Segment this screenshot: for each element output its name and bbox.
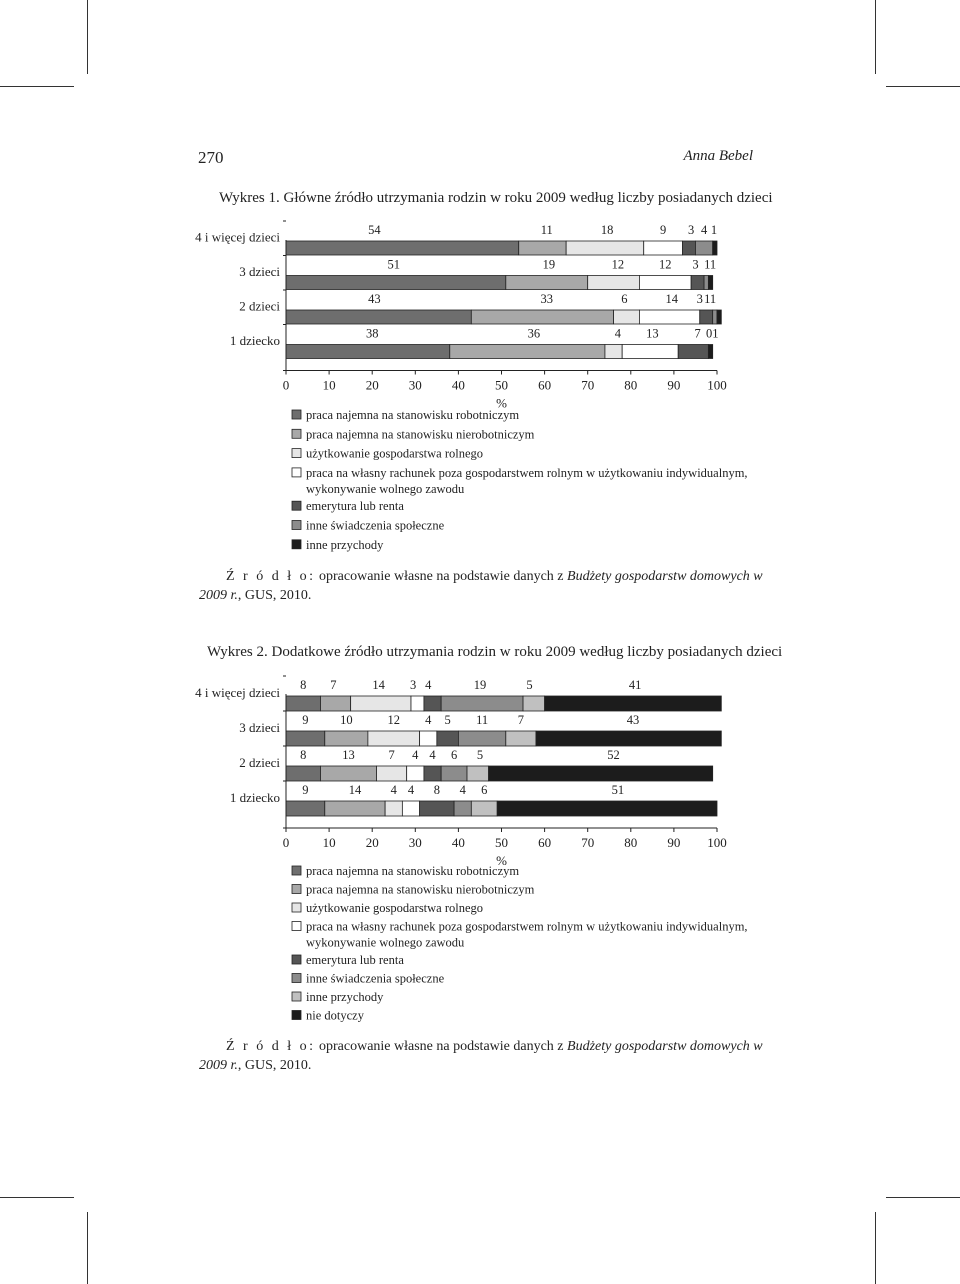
x-tick-label: 50 xyxy=(495,377,508,393)
bar-segment xyxy=(286,241,519,255)
category-label: 2 dzieci xyxy=(239,298,280,314)
x-tick-label: 90 xyxy=(667,377,681,393)
legend-label-line: praca na własny rachunek poza gospodarstwem rolnym w użytkowaniu indywidualnym, xyxy=(306,465,748,480)
legend-label: inne przychody xyxy=(306,990,384,1004)
data-label: 5 xyxy=(526,678,533,692)
data-label: 11 xyxy=(704,292,717,306)
bar-segment xyxy=(325,731,368,746)
source-title: Budżety gospodarstw domowych w 2009 r. xyxy=(199,1039,763,1073)
x-tick-label: 30 xyxy=(408,835,422,850)
bar-segment xyxy=(420,731,437,746)
bar-segment xyxy=(286,766,320,781)
data-label: 18 xyxy=(600,223,614,237)
x-tick-label: 0 xyxy=(282,377,290,393)
bar-segment xyxy=(683,241,696,255)
x-tick-label: 80 xyxy=(624,377,638,393)
bar-segment xyxy=(622,345,678,359)
chart2 xyxy=(0,664,960,1044)
data-label: 4 xyxy=(407,783,415,797)
category-label: 3 dzieci xyxy=(239,719,280,735)
data-label: 36 xyxy=(527,326,541,341)
bar-segment xyxy=(454,801,471,816)
chart1-source xyxy=(199,567,787,605)
data-label: 8 xyxy=(300,748,307,762)
legend-label xyxy=(306,466,748,496)
crop-mark xyxy=(875,0,876,74)
chart2-title: Wykres 2. Dodatkowe źródło utrzymania rodzin w roku 2009 według liczby posiadanych dzieci xyxy=(207,644,783,660)
data-label: 7 xyxy=(330,678,337,692)
bar-segment xyxy=(286,696,320,711)
legend-label: praca najemna na stanowisku nierobotniczym xyxy=(306,427,535,442)
data-label: 4 xyxy=(429,748,436,762)
crop-mark xyxy=(87,0,88,74)
legend-label-line: praca na własny rachunek poza gospodarstwem rolnym w użytkowaniu indywidualnym, xyxy=(306,919,748,934)
data-label: 13 xyxy=(342,748,355,762)
legend-swatch xyxy=(292,501,301,510)
data-label: 54 xyxy=(368,223,381,237)
bar-segment xyxy=(351,696,411,711)
bar-segment xyxy=(320,766,376,781)
legend-label: emerytura lub renta xyxy=(306,499,404,514)
bar-segment xyxy=(441,696,523,711)
legend-swatch xyxy=(292,922,301,931)
source-title: Budżety gospodarstw domowych w 2009 r. xyxy=(199,569,763,603)
bar-segment xyxy=(368,731,420,746)
crop-mark xyxy=(0,86,74,87)
page-number: 270 xyxy=(198,148,224,167)
data-label: 11 xyxy=(476,713,489,727)
bar-segment xyxy=(325,801,385,816)
source-prefix: Ź r ó d ł o: xyxy=(226,569,316,584)
bar-segment xyxy=(639,276,691,290)
bar-segment xyxy=(424,696,441,711)
data-label: 7 xyxy=(388,748,395,762)
bar-segment xyxy=(441,766,467,781)
data-label: 6 xyxy=(481,783,488,797)
source-text: opracowanie własne na podstawie danych z xyxy=(315,569,568,584)
bar-segment xyxy=(471,310,613,324)
x-tick-label: 20 xyxy=(365,835,379,850)
legend-swatch xyxy=(292,974,301,983)
data-label: 9 xyxy=(302,783,309,797)
category-label: 4 i więcej dzieci xyxy=(195,229,280,245)
bar-segment xyxy=(320,696,350,711)
legend-label-line: wykonywanie wolnego zawodu xyxy=(306,935,465,950)
x-tick-label: 80 xyxy=(624,835,638,850)
legend-label: inne świadczenia społeczne xyxy=(306,971,445,986)
data-label: 6 xyxy=(621,292,628,306)
data-label: 4 xyxy=(390,783,397,797)
legend-swatch xyxy=(292,410,301,419)
data-label: 43 xyxy=(626,713,640,727)
legend-label-line: wykonywanie wolnego zawodu xyxy=(306,481,465,496)
category-label: 1 dziecko xyxy=(229,789,280,805)
crop-mark xyxy=(87,1212,88,1284)
data-label: 14 xyxy=(372,678,385,692)
running-author: Anna Bebel xyxy=(683,148,753,164)
x-axis-label: % xyxy=(496,853,507,868)
bar-segment xyxy=(545,696,722,711)
bar-segment xyxy=(506,731,536,746)
data-label: 1 xyxy=(710,223,718,237)
x-tick-label: 0 xyxy=(282,835,290,850)
legend-swatch xyxy=(292,449,301,458)
data-label: 9 xyxy=(660,223,667,237)
bar-segment xyxy=(713,310,717,324)
data-label: 4 xyxy=(459,783,466,797)
x-tick-label: 60 xyxy=(538,835,552,850)
legend-swatch xyxy=(292,429,301,438)
bar-segment xyxy=(566,241,644,255)
legend-swatch xyxy=(292,992,301,1001)
bar-segment xyxy=(644,241,683,255)
x-tick-label: 40 xyxy=(451,835,465,850)
legend-swatch xyxy=(292,1011,301,1020)
data-label: 4 xyxy=(425,678,432,692)
data-label: 6 xyxy=(450,748,458,762)
bar-segment xyxy=(286,345,450,359)
bar-segment xyxy=(691,276,704,290)
bar-segment xyxy=(708,276,712,290)
legend-label: inne przychody xyxy=(306,537,384,552)
legend-label: praca najemna na stanowisku nierobotniczym xyxy=(306,882,535,897)
legend-label: praca najemna na stanowisku robotniczym xyxy=(306,864,520,878)
data-label: 19 xyxy=(473,678,487,692)
bar-segment xyxy=(467,766,489,781)
chart2-source xyxy=(199,1037,787,1075)
data-label: 8 xyxy=(300,678,307,692)
data-label: 13 xyxy=(646,326,659,341)
bar-segment xyxy=(424,766,441,781)
bar-segment xyxy=(639,310,699,324)
x-tick-label: 70 xyxy=(581,835,595,850)
data-label: 7 xyxy=(517,713,525,727)
legend-swatch xyxy=(292,866,301,875)
bar-segment xyxy=(286,310,471,324)
data-label: 33 xyxy=(540,292,554,306)
data-label: 52 xyxy=(607,748,620,762)
data-label: 3 xyxy=(692,257,699,272)
data-label: 4 xyxy=(412,748,419,762)
legend-swatch xyxy=(292,955,301,964)
legend-swatch xyxy=(292,521,301,530)
data-label: 51 xyxy=(611,783,625,797)
bar-segment xyxy=(717,310,721,324)
legend-label: użytkowanie gospodarstwa rolnego xyxy=(306,446,484,461)
legend-swatch xyxy=(292,540,301,549)
bar-segment xyxy=(713,241,717,255)
bar-segment xyxy=(450,345,605,359)
category-label: 2 dzieci xyxy=(239,754,280,770)
crop-mark xyxy=(886,1197,960,1198)
data-label: 4 xyxy=(425,713,432,727)
bar-segment xyxy=(506,276,588,290)
bar-segment xyxy=(704,276,708,290)
crop-mark xyxy=(875,1212,876,1284)
bar-segment xyxy=(458,731,505,746)
data-label: 01 xyxy=(706,326,719,341)
data-label: 43 xyxy=(368,292,381,306)
bar-segment xyxy=(437,731,459,746)
x-tick-label: 60 xyxy=(538,377,552,393)
bar-segment xyxy=(614,310,640,324)
bar-segment xyxy=(385,801,402,816)
category-label: 3 dzieci xyxy=(239,264,280,280)
data-label: 3 xyxy=(410,678,417,692)
data-label: 12 xyxy=(659,257,672,272)
data-label: 12 xyxy=(611,257,625,272)
legend-label: użytkowanie gospodarstwa rolnego xyxy=(306,901,484,915)
legend-label: nie dotyczy xyxy=(306,1008,364,1023)
bar-segment xyxy=(471,801,497,816)
crop-mark xyxy=(886,86,960,87)
x-tick-label: 100 xyxy=(707,835,727,850)
legend-label: inne świadczenia społeczne xyxy=(306,518,445,533)
data-label: 38 xyxy=(365,326,379,341)
data-label: 3 xyxy=(688,223,695,237)
x-tick-label: 90 xyxy=(667,835,681,850)
legend-label: emerytura lub renta xyxy=(306,953,404,967)
data-label: 11 xyxy=(540,223,553,237)
data-label: 8 xyxy=(433,783,440,797)
bar-segment xyxy=(420,801,454,816)
x-tick-label: 10 xyxy=(322,377,336,393)
bar-segment xyxy=(497,801,717,816)
data-label: 10 xyxy=(340,713,353,727)
crop-mark xyxy=(0,1197,74,1198)
source-text: opracowanie własne na podstawie danych z xyxy=(315,1039,568,1054)
data-label: 3 xyxy=(696,292,703,306)
bar-segment xyxy=(411,696,424,711)
data-label: 5 xyxy=(476,748,484,762)
bar-segment xyxy=(708,345,712,359)
bar-segment xyxy=(286,276,506,290)
data-label: 11 xyxy=(704,257,717,272)
data-label: 7 xyxy=(694,326,701,341)
bar-segment xyxy=(695,241,712,255)
bar-segment xyxy=(407,766,424,781)
category-label: 4 i więcej dzieci xyxy=(195,684,280,700)
legend-swatch xyxy=(292,903,301,912)
x-axis-label: % xyxy=(496,395,507,411)
bar-segment xyxy=(489,766,713,781)
bar-segment xyxy=(523,696,545,711)
bar-segment xyxy=(286,801,325,816)
x-tick-label: 40 xyxy=(451,377,465,393)
x-tick-label: 70 xyxy=(581,377,595,393)
x-tick-label: 30 xyxy=(408,377,422,393)
chart1-title: Wykres 1. Główne źródło utrzymania rodzin w roku 2009 według liczby posiadanych dzieci xyxy=(219,190,773,206)
source-prefix: Ź r ó d ł o: xyxy=(226,1039,316,1054)
data-label: 5 xyxy=(444,713,451,727)
data-label: 19 xyxy=(542,257,556,272)
bar-segment xyxy=(402,801,419,816)
legend-swatch xyxy=(292,468,301,477)
bar-segment xyxy=(519,241,566,255)
x-tick-label: 20 xyxy=(365,377,379,393)
data-label: 12 xyxy=(387,713,400,727)
bar-segment xyxy=(286,731,325,746)
data-label: 41 xyxy=(628,678,642,692)
legend-label xyxy=(306,920,748,950)
bar-segment xyxy=(377,766,407,781)
source-suffix: , GUS, 2010. xyxy=(237,588,312,603)
bar-segment xyxy=(588,276,640,290)
x-tick-label: 50 xyxy=(495,835,508,850)
x-tick-label: 100 xyxy=(707,377,727,393)
bar-segment xyxy=(678,345,708,359)
data-label: 14 xyxy=(348,783,362,797)
category-label: 1 dziecko xyxy=(229,333,280,349)
data-label: 51 xyxy=(387,257,400,272)
bar-segment xyxy=(536,731,721,746)
data-label: 9 xyxy=(302,713,309,727)
x-tick-label: 10 xyxy=(322,835,336,850)
page-header xyxy=(198,148,753,172)
source-suffix: , GUS, 2010. xyxy=(237,1058,312,1073)
bar-segment xyxy=(605,345,622,359)
bar-segment xyxy=(700,310,713,324)
data-label: 4 xyxy=(700,223,708,237)
legend-label: praca najemna na stanowisku robotniczym xyxy=(306,408,520,422)
data-label: 14 xyxy=(665,292,678,306)
legend-swatch xyxy=(292,885,301,894)
data-label: 4 xyxy=(614,326,621,341)
